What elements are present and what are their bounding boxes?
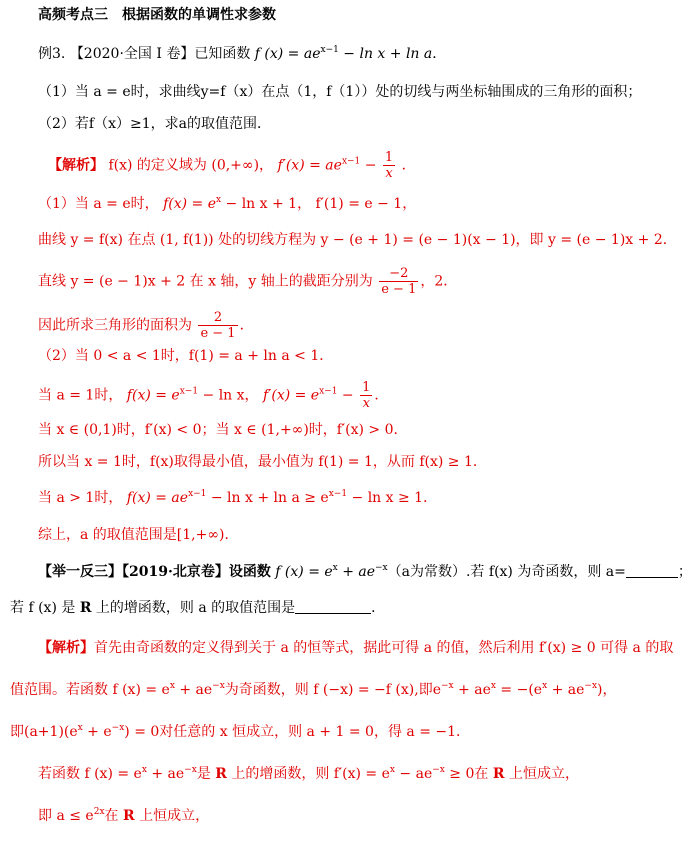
- conclusion-line: 综上，a 的取值范围是[1,+∞)．: [38, 527, 239, 543]
- fraction-area: $\frac{2}{e - 1}$: [200, 310, 236, 341]
- example-3-header: 例3. 【2020·全国 I 卷】已知函数 f $(x) = ae^{x-1} - \ln x + \ln a$．: [38, 45, 447, 62]
- monotonicity-line: 当 x ∈ (0,1)时，f′(x) < 0；当 x ∈ (1,+∞)时，f′(x) > 0．: [38, 422, 408, 438]
- analysis-line-5: 即 $a \le e^{2x}$在 R 上恒成立，: [38, 807, 210, 824]
- answer-blank-2: [295, 599, 371, 614]
- fraction-intercept: $\frac{-2}{e - 1}$: [381, 266, 417, 297]
- solution-domain-line: 【解析】 f(x) 的定义域为 (0,+∞)， $f'(x) = ae^{x-1}$ − $\frac{1}{x}$ ．: [48, 150, 416, 181]
- analysis-line-1: 【解析】首先由奇函数的定义得到关于 a 的恒等式，据此可得 a 的值，然后利用 f′(x) ≥ 0 可得 a 的取: [38, 640, 674, 656]
- solution-part1-line: （1）当 a = e时， $f(x) = e^x - \ln x + 1$， f′(1) = e − 1，: [38, 195, 417, 212]
- case-a-greater-1: 当 a > 1时， $f(x) = ae^{x-1} - \ln x + \ln a \ge e^{x-1} - \ln x \ge 1$．: [38, 489, 438, 506]
- fraction-one-over-x: $\frac{1}{x}$: [384, 150, 394, 181]
- section-title: 高频考点三 根据函数的单调性求参数: [38, 7, 276, 23]
- analysis-line-2: 值范围。若函数 f $(x) = e^x + ae^{-x}$为奇函数，则 f (−x) = −f (x),即$e^{-x} + ae^x = -(e^x + ae^{-x})$，: [10, 681, 617, 698]
- fraction-one-over-x-2: $\frac{1}{x}$: [362, 380, 371, 411]
- solution-part2-case2: 当 a = 1时， $f(x) = e^{x-1} - \ln x$， $f'(x) = e^{x-1}$ − $\frac{1}{x}$ ．: [38, 380, 389, 411]
- analysis-line-4: 若函数 f $(x) = e^x + ae^{-x}$是 R 上的增函数，则 $f'(x) = e^x - ae^{-x} \ge 0$在 R 上恒成立，: [38, 765, 579, 782]
- question-2: （2）若f（x）≥1，求a的取值范围．: [38, 116, 271, 132]
- tangent-line-equation: 曲线 y = f(x) 在点 (1, f(1)) 处的切线方程为 y − (e + 1) = (e − 1)(x − 1)，即 y = (e − 1)x + 2．: [38, 232, 677, 248]
- solution-part2-case1: （2）当 0 < a < 1时，f(1) = a + ln a < 1．: [38, 348, 334, 364]
- example-4-line-2: 若 f (x) 是 R 上的增函数，则 a 的取值范围是 ．: [10, 600, 386, 616]
- answer-blank-1: [626, 563, 678, 578]
- triangle-area-line: 因此所求三角形的面积为 $\frac{2}{e - 1}$ ．: [38, 310, 254, 341]
- intercepts-line: 直线 y = (e − 1)x + 2 在 x 轴，y 轴上的截距分别为 $\frac{-2}{e - 1}$ ，2．: [38, 266, 458, 297]
- example-4-line-1: 【举一反三】【2019·北京卷】设函数 f $(x) = e^x + ae^{-x}(a$为常数）.若 f(x) 为奇函数，则 a= ；: [38, 563, 692, 580]
- question-1: （1）当 a = e时，求曲线y=f（x）在点（1，f（1））处的切线与两坐标轴围成的三角形的面积；: [38, 84, 642, 100]
- minimum-value-line: 所以当 x = 1时，f(x)取得最小值，最小值为 f(1) = 1，从而 f(x) ≥ 1．: [38, 454, 487, 470]
- analysis-line-3: 即$(a+1)(e^x + e^{-x}) = 0$对任意的 x 恒成立，则 a + 1 = 0，得 a = −1．: [10, 723, 471, 740]
